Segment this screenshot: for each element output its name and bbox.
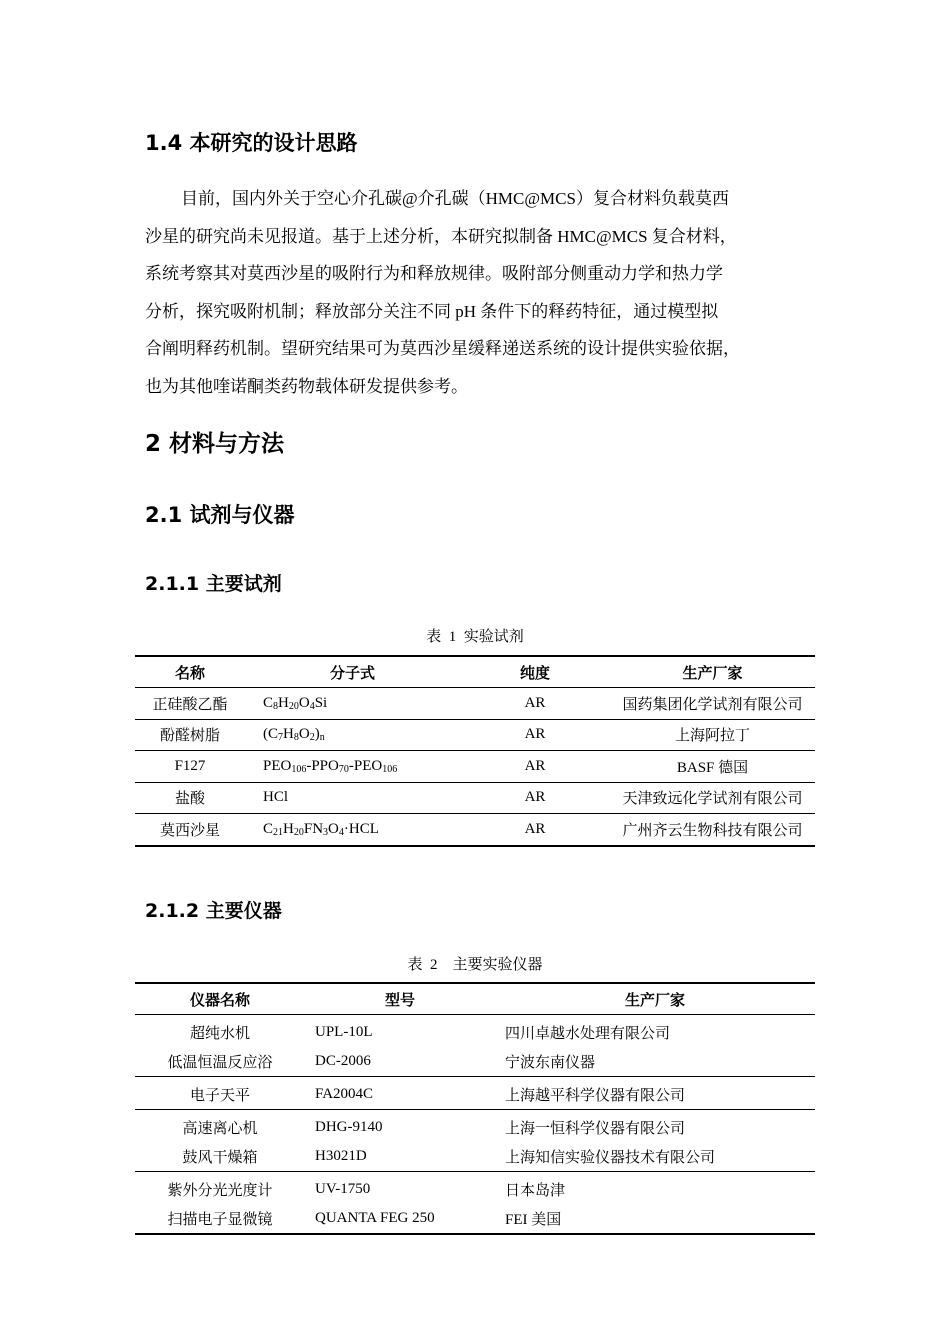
instrument-maker-cell: 上海知信实验仪器技术有限公司 (495, 1142, 815, 1172)
instrument-model-cell: H3021D (305, 1142, 495, 1172)
instrument-name-cell: 电子天平 (135, 1077, 305, 1110)
reagent-purity-cell: AR (460, 782, 610, 814)
reagent-name-cell: 正硅酸乙酯 (135, 688, 245, 720)
instrument-model-cell: DHG-9140 (315, 1119, 383, 1135)
instrument-name-cell: 高速离心机 (182, 1121, 258, 1137)
instrument-maker-cell: 日本岛津 (505, 1183, 566, 1199)
reagent-formula-cell: $(C_7H_8O_2)_n$ (245, 719, 460, 751)
reagent-formula-cell: HCl (245, 782, 460, 814)
table-row (135, 1172, 815, 1205)
column-header: 名称 (135, 656, 245, 688)
table-row (135, 1077, 815, 1110)
instrument-maker-cell: FEI 美国 (495, 1204, 815, 1234)
reagent-name-cell: 莫西沙星 (135, 814, 245, 846)
paragraph-line: 沙星的研究尚未见报道。基于上述分析，本研究拟制备 HMC@MCS 复合材料， (145, 226, 737, 246)
table-row (135, 719, 815, 751)
table-row (135, 751, 815, 783)
reagents-table (135, 655, 815, 847)
reagent-purity-cell: AR (460, 719, 610, 751)
instrument-maker-cell: 四川卓越水处理有限公司 (505, 1026, 671, 1042)
instrument-model-cell: UV-1750 (315, 1181, 371, 1197)
instrument-name-cell: 低温恒温反应浴 (135, 1047, 305, 1077)
reagent-name-cell: 盐酸 (135, 782, 245, 814)
reagent-purity-cell: AR (460, 751, 610, 783)
section-heading-2-1: 2.1 试剂与仪器 (145, 503, 295, 527)
instrument-model-cell: UPL-10L (315, 1024, 373, 1040)
table-row (135, 1015, 815, 1048)
column-header: 纯度 (460, 656, 610, 688)
design-rationale-paragraph (145, 180, 817, 406)
instrument-maker-cell: 上海越平科学仪器有限公司 (495, 1077, 815, 1110)
reagent-purity-cell: AR (460, 814, 610, 846)
reagent-name-cell: 酚醛树脂 (135, 719, 245, 751)
instrument-maker-cell: 宁波东南仪器 (495, 1047, 815, 1077)
instrument-maker-cell: 上海一恒科学仪器有限公司 (505, 1121, 686, 1137)
paragraph-line: 分析，探究吸附机制；释放部分关注不同 pH 条件下的释药特征，通过模型拟 (145, 301, 719, 321)
section-heading-2-1-2: 2.1.2 主要仪器 (145, 900, 282, 922)
reagent-maker-cell: BASF 德国 (610, 751, 815, 783)
reagent-formula-cell: $C_{21}H_{20}FN_3O_4\cdot HCL$ (245, 814, 460, 846)
table-row (135, 782, 815, 814)
table-header-row (135, 656, 815, 688)
reagent-formula-cell: $C_8H_{20}O_4Si$ (245, 688, 460, 720)
reagent-maker-cell: 上海阿拉丁 (610, 719, 815, 751)
reagent-maker-cell: 天津致远化学试剂有限公司 (610, 782, 815, 814)
paragraph-line: 目前，国内外关于空心介孔碳@介孔碳（HMC@MCS）复合材料负载莫西 (181, 189, 729, 208)
column-header: 分子式 (245, 656, 460, 688)
instrument-name-cell: 扫描电子显微镜 (135, 1204, 305, 1234)
reagent-formula-cell: $PEO_{106}-PPO_{70}-PEO_{106}$ (245, 751, 460, 783)
column-header: 仪器名称 (135, 983, 305, 1015)
table-row (135, 688, 815, 720)
section-heading-2-1-1: 2.1.1 主要试剂 (145, 573, 282, 595)
table2-caption: 表 2 主要实验仪器 (407, 957, 543, 973)
instrument-model-cell: FA2004C (305, 1077, 495, 1110)
paragraph-line: 合阐明释药机制。望研究结果可为莫西沙星缓释递送系统的设计提供实验依据， (145, 339, 740, 359)
paragraph-line: 也为其他喹诺酮类药物载体研发提供参考。 (145, 376, 468, 396)
instruments-table (135, 982, 815, 1235)
instrument-name-cell: 紫外分光光度计 (167, 1183, 273, 1199)
reagent-maker-cell: 广州齐云生物科技有限公司 (610, 814, 815, 846)
paragraph-line: 系统考察其对莫西沙星的吸附行为和释放规律。吸附部分侧重动力学和热力学 (145, 264, 723, 284)
reagent-purity-cell: AR (460, 688, 610, 720)
reagent-maker-cell: 国药集团化学试剂有限公司 (610, 688, 815, 720)
table-row (135, 1110, 815, 1143)
column-header: 生产厂家 (610, 656, 815, 688)
table-row (135, 1204, 815, 1234)
table-header-row (135, 983, 815, 1015)
table-row (135, 814, 815, 846)
instrument-name-cell: 超纯水机 (189, 1026, 250, 1042)
instrument-name-cell: 鼓风干燥箱 (135, 1142, 305, 1172)
table1-caption: 表 1 实验试剂 (426, 629, 524, 645)
table-row (135, 1047, 815, 1077)
column-header: 生产厂家 (495, 983, 815, 1015)
instrument-model-cell: QUANTA FEG 250 (305, 1204, 495, 1234)
section-heading-2: 2 材料与方法 (145, 431, 285, 457)
section-heading-1-4: 1.4 本研究的设计思路 (145, 131, 358, 155)
reagent-name-cell: F127 (135, 751, 245, 783)
column-header: 型号 (305, 983, 495, 1015)
table-row (135, 1142, 815, 1172)
instrument-model-cell: DC-2006 (305, 1047, 495, 1077)
